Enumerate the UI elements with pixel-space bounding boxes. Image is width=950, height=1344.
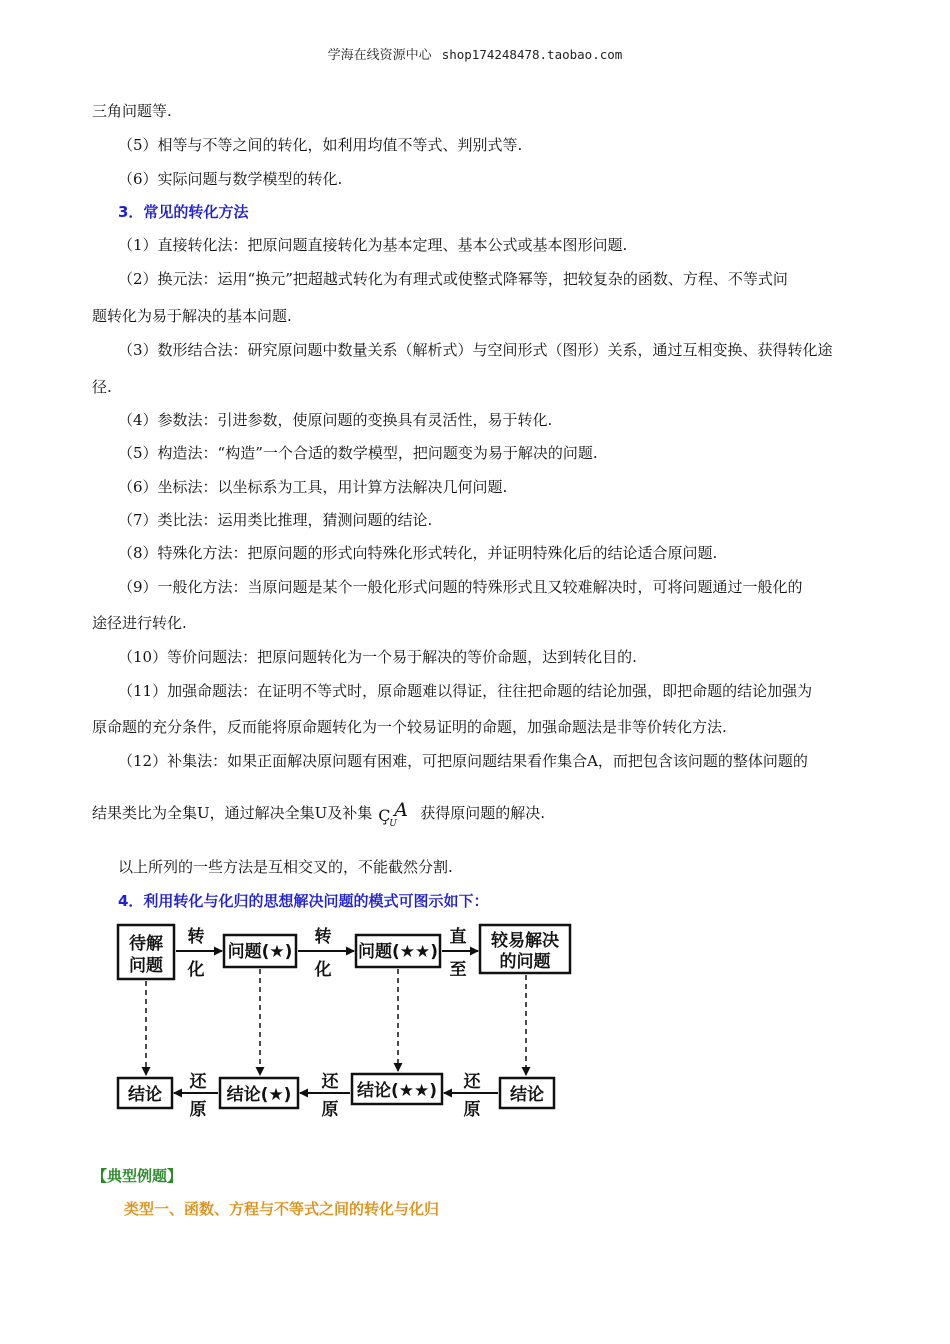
complement-c: Ç bbox=[378, 806, 391, 825]
method-8: （8）特殊化方法：把原问题的形式向特殊化形式转化，并证明特殊化后的结论适合原问题. bbox=[118, 544, 718, 562]
method-9-line-a: （9）一般化方法：当原问题是某个一般化形式问题的特殊形式且又较难解决时，可将问题通过一般化的 bbox=[118, 578, 803, 596]
method-4: （4）参数法：引进参数，使原问题的变换具有灵活性，易于转化. bbox=[118, 411, 553, 429]
res3-label: 结论(★★) bbox=[356, 1081, 438, 1101]
text-line-1: 三角问题等. bbox=[92, 102, 172, 120]
section-heading-4: 4．利用转化与化归的思想解决问题的模式可图示如下： bbox=[118, 892, 489, 910]
method-2-line-b: 题转化为易于解决的基本问题. bbox=[92, 307, 292, 325]
text-line-5: （5）相等与不等之间的转化，如利用均值不等式、判别式等. bbox=[118, 136, 523, 154]
back2-label1: 还 bbox=[321, 1072, 339, 1092]
back3-label1: 还 bbox=[463, 1072, 481, 1092]
res4-label: 结论 bbox=[510, 1085, 544, 1105]
flow-diagram bbox=[108, 915, 578, 1125]
method-12-line-b bbox=[92, 799, 546, 829]
back1-label1: 还 bbox=[189, 1072, 207, 1092]
box3-label: 问题(★★) bbox=[357, 942, 439, 962]
box1-line1: 待解 bbox=[129, 934, 163, 954]
box4-line2: 的问题 bbox=[499, 952, 551, 972]
back3-label2: 原 bbox=[463, 1100, 481, 1120]
complement-u: U bbox=[389, 819, 397, 829]
res2-label: 结论(★) bbox=[226, 1085, 292, 1105]
complement-a: A bbox=[394, 799, 409, 821]
method-12-prefix: 结果类比为全集U，通过解决全集U及补集 bbox=[92, 804, 373, 822]
method-5: （5）构造法：“构造”一个合适的数学模型，把问题变为易于解决的问题. bbox=[118, 444, 598, 462]
shop-url: shop174248478.taobao.com bbox=[441, 47, 623, 62]
method-12-line-a: （12）补集法：如果正面解决原问题有困难，可把原问题结果看作集合A，而把包含该问题的整体问题的 bbox=[118, 752, 808, 770]
method-3-line-b: 径. bbox=[92, 378, 112, 396]
page-header bbox=[0, 44, 950, 63]
method-7: （7）类比法：运用类比推理，猜测问题的结论. bbox=[118, 511, 433, 529]
method-11-line-b: 原命题的充分条件，反而能将原命题转化为一个较易证明的命题，加强命题法是非等价转化方法. bbox=[92, 718, 727, 736]
back1-label2: 原 bbox=[189, 1100, 207, 1120]
site-name: 学海在线资源中心 bbox=[327, 48, 432, 63]
arrow3-label1: 直 bbox=[449, 927, 467, 947]
box2-label: 问题(★) bbox=[227, 942, 293, 962]
method-2-line-a: （2）换元法：运用“换元”把超越式转化为有理式或使整式降幂等，把较复杂的函数、方程、不等式问 bbox=[118, 270, 788, 288]
method-1: （1）直接转化法：把原问题直接转化为基本定理、基本公式或基本图形问题. bbox=[118, 236, 628, 254]
arrow1-label2: 化 bbox=[187, 960, 205, 980]
examples-heading: 【典型例题】 bbox=[92, 1167, 183, 1185]
complement-symbol bbox=[376, 799, 416, 829]
method-11-line-a: （11）加强命题法：在证明不等式时，原命题难以得证，往往把命题的结论加强，即把命题的结论加强为 bbox=[118, 682, 813, 700]
method-6: （6）坐标法：以坐标系为工具，用计算方法解决几何问题. bbox=[118, 478, 508, 496]
method-3-line-a: （3）数形结合法：研究原问题中数量关系（解析式）与空间形式（图形）关系，通过互相变换、获得转化途 bbox=[118, 341, 833, 359]
arrow2-label1: 转 bbox=[314, 927, 332, 947]
method-10: （10）等价问题法：把原问题转化为一个易于解决的等价命题，达到转化目的. bbox=[118, 648, 637, 666]
res1-label: 结论 bbox=[128, 1085, 162, 1105]
box1-line2: 问题 bbox=[129, 956, 163, 976]
type-one-heading: 类型一、函数、方程与不等式之间的转化与化归 bbox=[124, 1200, 440, 1218]
section-heading-3: 3．常见的转化方法 bbox=[118, 203, 249, 221]
text-line-6: （6）实际问题与数学模型的转化. bbox=[118, 170, 343, 188]
method-9-line-b: 途径进行转化. bbox=[92, 614, 187, 632]
back2-label2: 原 bbox=[321, 1100, 339, 1120]
summary-line: 以上所列的一些方法是互相交叉的，不能截然分割. bbox=[118, 858, 453, 876]
box4-line1: 较易解决 bbox=[491, 931, 559, 951]
method-12-suffix: 获得原问题的解决. bbox=[420, 804, 546, 822]
arrow3-label2: 至 bbox=[449, 960, 467, 980]
arrow1-label1: 转 bbox=[187, 927, 205, 947]
arrow2-label2: 化 bbox=[314, 960, 332, 980]
